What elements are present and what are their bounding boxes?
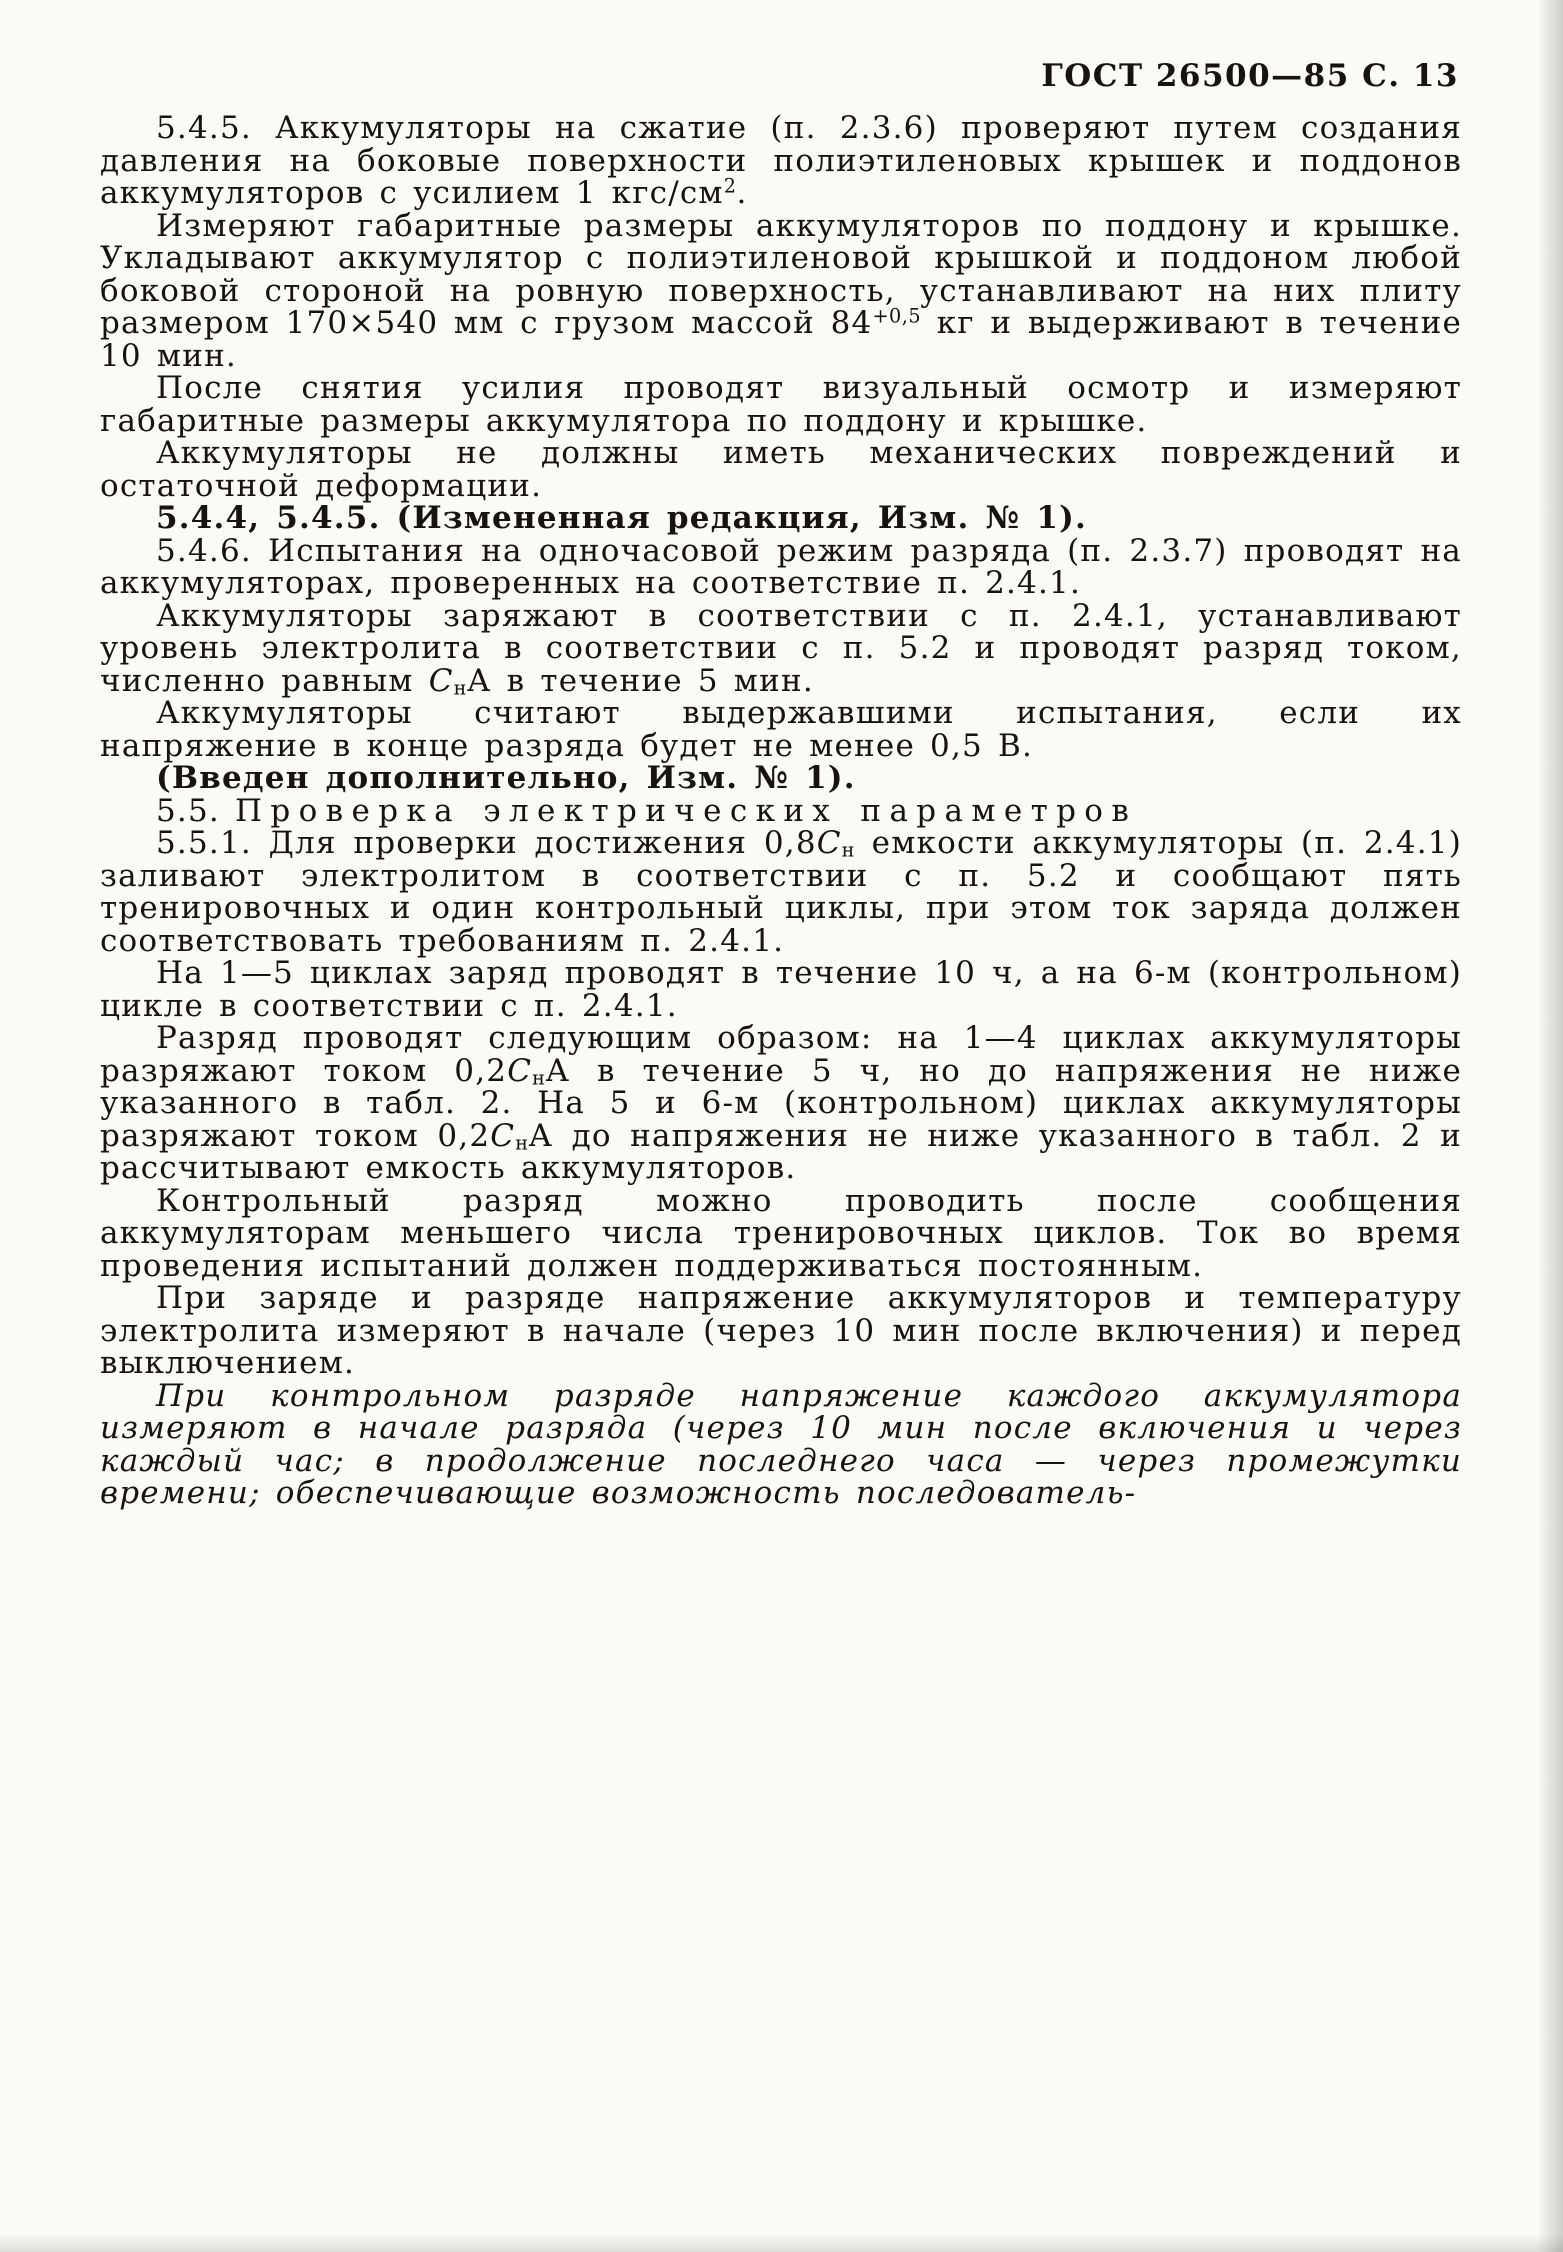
text-run: Аккумуляторы считают выдержавшими испытания, если их напряжение в конце разряда будет не менее 0,5 В. — [100, 695, 1462, 764]
text-run: Измеряют габаритные размеры аккумуляторов по поддону и крышке. Укладывают аккумулятор с полиэтиленовой крышкой и поддоном любой боковой стороной на ровную поверхность, устанавливают на них плиту размером 170×540 мм с грузом массой 84 — [100, 207, 1462, 341]
clause-5-4-5-para-4 — [100, 437, 1462, 502]
text-run: Аккумуляторы не должны иметь механических повреждений и остаточной деформации. — [100, 435, 1462, 504]
text-run: С — [428, 662, 454, 699]
heading-5-5 — [100, 792, 1462, 829]
text-run: С — [816, 825, 842, 861]
text-run: Аккумуляторы заряжают в соответствии с п. 2.4.1, устанавливают уровень электролита в соответствии с п. 5.2 и проводят разряд током, численно равным — [100, 597, 1462, 699]
text-run: А в течение 5 ч, но до напряжения не ниже указанного в табл. 2. На 5 и 6-м (контрольном) циклах аккумуляторы разряжают током 0,2 — [100, 1052, 1462, 1154]
text-run: н — [453, 675, 467, 699]
text-run: При контрольном разряде напряжение каждого аккумулятора измеряют в начале разряда (через 10 мин после включения и через каждый час; в продолжение последнего часа — через промежутки времени; обеспечивающие возможность последователь- — [100, 1377, 1462, 1511]
clause-5-4-6 — [100, 532, 1462, 601]
clause-5-5-1-para-6 — [100, 1377, 1462, 1511]
text-run: (Введен дополнительно, Изм. № 1). — [156, 760, 856, 796]
clause-5-5-1-para-5 — [100, 1282, 1462, 1380]
clause-5-5-1-para-2 — [100, 957, 1462, 1022]
document-body — [100, 112, 1462, 1510]
text-run: 5.4.5. — [156, 110, 276, 146]
doc-number-and-page: ГОСТ 26500—85 С. 13 — [1041, 58, 1459, 94]
clause-5-4-5-para-3 — [100, 372, 1462, 437]
text-run: А в течение 5 мин. — [466, 662, 814, 699]
text-run: кг и выдерживают в течение 10 мин. — [100, 305, 1462, 374]
text-run: После снятия усилия проводят визуальный осмотр и измеряют габаритные размеры аккумулятора по поддону и крышке. — [100, 370, 1462, 439]
text-run: н — [532, 1065, 546, 1089]
clause-5-4-6-para-2 — [100, 597, 1462, 699]
text-run: С — [490, 1117, 516, 1154]
text-run: На 1—5 циклах заряд проводят в течение 10 ч, а на 6-м (контрольном) цикле в соответствии с п. 2.4.1. — [100, 955, 1462, 1024]
text-run: Разряд проводят следующим образом: на 1—4 циклах аккумуляторы разряжают током 0,2 — [100, 1020, 1462, 1089]
text-run: 5.4.6. Испытания на одночасовой режим разряда (п. 2.3.7) проводят на аккумуляторах, проверенных на соответствие п. 2.4.1. — [100, 532, 1462, 601]
clause-5-4-6-para-3 — [100, 697, 1462, 762]
text-run: 5.4.4, 5.4.5. (Измененная редакция, Изм. № 1). — [156, 500, 1087, 536]
clause-5-4-5 — [100, 112, 1462, 210]
text-run: Контрольный разряд можно проводить после сообщения аккумуляторам меньшего числа тренировочных циклов. Ток во время проведения испытаний должен поддерживаться постоянным. — [100, 1182, 1462, 1284]
text-run: А до напряжения не ниже указанного в табл. 2 и рассчитывают емкость аккумуляторов. — [100, 1117, 1462, 1186]
text-run: Аккумуляторы на сжатие (п. 2.3.6) проверяют путем создания давления на боковые поверхности полиэтиленовых крышек и поддонов аккумуляторов с усилием 1 кгс/см — [100, 110, 1462, 211]
text-run: 5.5. — [156, 792, 236, 829]
text-run: . — [736, 175, 748, 211]
scan-edge-shadow-bottom — [0, 2234, 1563, 2252]
page-header — [1041, 58, 1459, 94]
text-run: н — [515, 1130, 529, 1154]
text-run: 5.5.1. Для проверки достижения 0,8 — [156, 825, 817, 861]
text-run: емкости аккумуляторы (п. 2.4.1) заливают электролитом в соответствии с п. 5.2 и сообщают пять тренировочных и один контрольный циклы, при этом ток заряда должен соответствовать требованиям п. 2.4.1. — [100, 825, 1462, 959]
scan-edge-shadow-right — [1537, 0, 1563, 2252]
clause-5-5-1-para-3 — [100, 1022, 1462, 1185]
amendment-note-2 — [100, 762, 1462, 795]
text-run: 2 — [723, 174, 737, 198]
text-run: +0,5 — [872, 304, 922, 328]
clause-5-5-1 — [100, 827, 1462, 957]
text-run: н — [841, 838, 855, 862]
clause-5-4-5-para-2 — [100, 207, 1462, 374]
text-run: С — [507, 1052, 533, 1089]
text-run: Проверка электрических параметров — [235, 792, 1138, 829]
text-run: При заряде и разряде напряжение аккумуляторов и температуру электролита измеряют в начале (через 10 мин после включения) и перед выключением. — [100, 1280, 1462, 1381]
clause-5-5-1-para-4 — [100, 1182, 1462, 1284]
amendment-note-1 — [100, 502, 1462, 535]
